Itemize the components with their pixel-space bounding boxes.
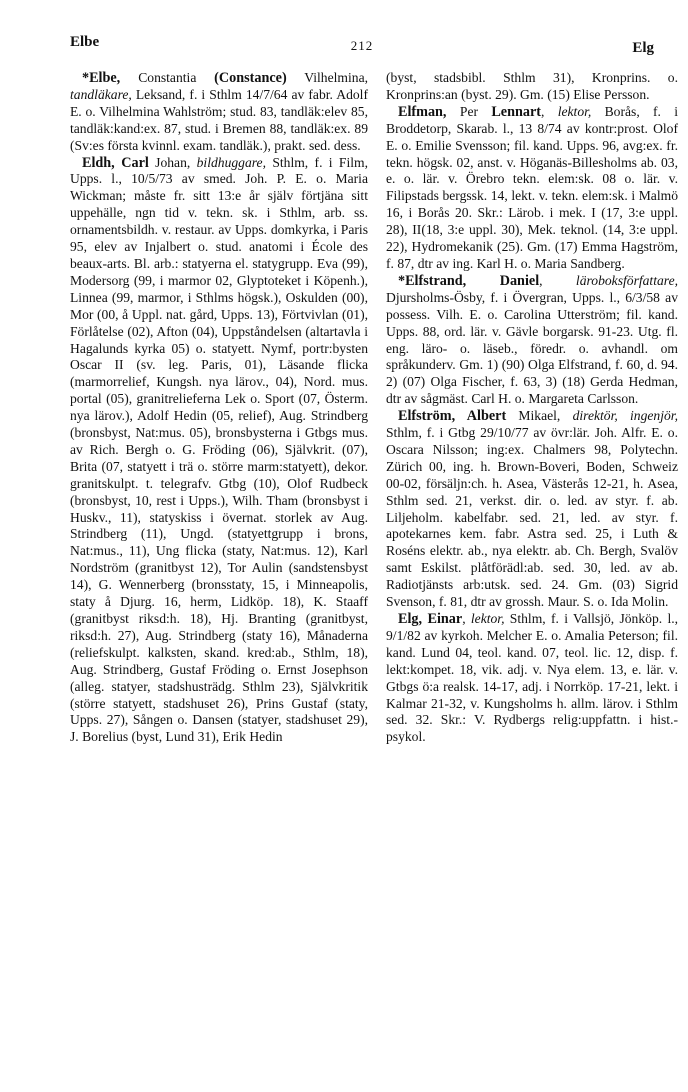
entry-surname: Elfström, [398,408,467,425]
entry-eldh [70,155,368,747]
entry-called-name: Carl [121,154,149,171]
entry-given-names-rest: , [462,611,471,626]
entry-given-names-rest: Vilhelmina, [286,70,368,85]
entry-given-names-rest: Mikael, [506,408,573,424]
entry-elfstrand [386,273,678,408]
entry-occupation: direktör, ingenjör, [572,408,678,424]
entry-called-name: (Constance) [214,70,287,86]
entry-occupation: läroboksförfattare, [575,272,679,288]
entry-elfstrom [386,408,678,611]
entry-body: Sthlm, f. i Film, Upps. l., 10/5/73 av smed. Joh. P. E. o. Maria Wickman; måste fr. sitt 13:e år själv förtjäna sitt uppehälle, ngn tid v. tekn. sk. i Sthlm, arb. ss. ornamentsbildh. v. restaur. av Upps. domkyrka, i Paris 95, elev av Injalbert o. stud. anatomi i École des beaux-arts. Bl. arb.: statyerna el. statygrupp. Eva (99), Modersorg (99, i marmor 02, Glyptoteket i Köpenh.), Linnea (99, marmor, i Sthlms högsk.), Oskulden (00), Mor (00, å Uppl. nat. gård, Upps. 13), Förtvivlan (01), Förlåtelse (02), Afton (04), Uppståndelsen (altartavla i Hagalunds kyrka 05) o. statyett. Nymf, portr:bysten Oscar II (sv. leg. Paris, 01), Läsande flicka (marmorrelief, Kungsh. nya lärov., 04), Nord. mus. portal (05), granitrelieferna Lek o. Sport (07, Österm. nya lärov.), Adolf Hedin (05, relief), Aug. Strindberg (bronsbyst, Nat:mus. 05), bronsbysterna i Gtbgs mus. av Rich. Bergh o. G. Fröding (06), Självkrit. (07), Brita (07, statyett i trä o. större marm:statyett), dekor. granitskulpt. t. telegrafv. Gtbg (10), Olof Rudbeck (bronsbyst, 10, rest i Upps.), Wilh. Tham (bronsbyst i Huskv., 11), statyskiss i övernat. storlek av Aug. Strindberg (11), Ungd. (statyettgrupp i brons, Nat:mus., 11), Ung flicka (staty, Nat:mus. 12), Karl Nordström (granitbyst 12), Tor Aulin (sandstensbyst 14), G. Wennerberg (bronsstaty, 15, i Minneapolis, staty å Djurg. 16, herm, Lidköp. 18), K. Staaff (granitbyst riksd:h. 18), Hj. Branting (granitbyst, riksd:h. 27), Aug. Strindberg (staty 16), Månaderna (reliefskulpt. kalksten, skand. kred:ab., Sthlm, 18), Aug. Strindberg, Gustaf Fröding o. Ernst Josephson (alleg. statyer, stadshusträdg. Sthlm 23), Självkritik (större statyett, stadshuset 26), Prins Gustaf (staty, Upps. 27), Sången o. Dansen (statyer, stadshuset 29), J. Borelius (byst, Lund 31), Erik Hedin [70,154,369,745]
entry-given-names-rest: Johan, [148,154,197,170]
right-column [386,70,678,746]
page-number: 212 [350,38,374,53]
left-column [70,70,368,746]
entry-elfman [386,104,678,273]
entry-surname: Elg, [398,611,428,627]
entry-given-names-rest: , [539,272,576,288]
entry-body: Sthlm, f. i Vallsjö, Jönköp. l., 9/1/82 av kyrkoh. Melcher E. o. Amalia Peterson; fil. kand. Lund 04, teol. kand. 07, teol. lic. 12, disp. f. lekt:kompet. 18, vik. adj. v. Nya elem. 13, e. lär. v. Gtbgs ö:a realsk. 14-17, adj. i Norrköp. 17-21, lekt. i Kalmar 21-32, v. Kungsholms h. allm. lärov. i Sthlm sed. 32. Skr.: V. Rydbergs relig:uppfattn. i hist.-psykol. [386,611,679,745]
entry-occupation: tandläkare, [70,86,132,102]
entry-elg [386,611,678,746]
entry-occupation: bildhuggare, [196,154,266,170]
entry-given-names-rest: , [541,103,558,119]
entry-elbe [70,70,368,155]
entry-called-name: Einar [427,611,463,627]
entry-body: Djursholms-Ösby, f. i Övergran, Upps. l., 6/3/58 av possess. Vilh. E. o. Carolina Utterström; fil. kand. Upps. 88, ord. lär. v. Gävle borgarsk. 91-23. Utg. fl. eng. läro- o. läseb., föredr. o. avhandl. om språkunderv. Gm. 1) (90) Olga Elfstrand, f. 60, d. 94. 2) (07) Olga Fischer, f. 63, 3) (18) Gerda Hedman, dtr av sågmäst. Carl H. o. Margareta Carlsson. [386,289,678,407]
entry-called-name: Daniel [499,272,540,289]
entry-continuation: (byst, stadsbibl. Sthlm 31), Kronprins. o. Kronprins:an (byst. 29). Gm. (15) Elise Persson. [386,70,678,102]
running-header [70,34,654,54]
entry-called-name: Lennart [491,103,541,120]
entry-surname: *Elfstrand, [398,272,500,289]
entry-body: Borås, f. i Broddetorp, Skarab. l., 13 8/74 av kontr:prost. Olof E. o. Emilie Svensson; fil. kand. Upps. 96, avg:ex. fr. tekn. högsk. 02, anst. v. Höganäs-Billesholms ab. 03, e. o. lär. v. Örebro tekn. elem:sk. 08 o. lär. v. Filipstads bergssk. 14, lekt. v. tekn. elem:sk. i Malmö 16, i Borås 20. Skr.: Lärob. i mek. I (17, 3:e uppl. 28), II(18, 3:e uppl. 30), Mek. teknol. (14, 3:e uppl. 22), Hydromekanik (25). Gm. (17) Emma Hagström, f. 87, dtr av ing. Karl H. o. Maria Sandberg. [386,103,679,271]
header-left-guideword: Elbe [70,34,100,50]
entry-given-names: Per [459,103,492,119]
entry-surname: Elfman, [398,103,460,120]
entry-occupation: lektor, [557,103,592,119]
entry-given-names: Constantia [138,70,215,85]
entry-called-name: Albert [466,408,507,425]
entry-surname: Eldh, [82,154,122,171]
entry-occupation: lektor, [470,611,505,626]
entry-body: Leksand, f. i Sthlm 14/7/64 av fabr. Adolf E. o. Vilhelmina Wahlström; stud. 83, tandläk:elev 85, tandläk:kand:ex. 87, stud. i Bremen 88, tandläk:ex. 89 (Sv:es första kvinnl. exam. tandläk.), prakt. sed. dess. [70,86,368,153]
entry-body: Sthlm, f. i Gtbg 29/10/77 av övr:lär. Joh. Alfr. E. o. Oscara Nilsson; ing:ex. Chalmers 98, Polytechn. Zürich 00, ing. h. Brown-Boveri, Boden, Schweiz 00-02, försäljn:ch. h. Asea, Västerås 12-21, h. Asea, Sthlm sed. 21, verkst. dir. o. led. av styr. f. ab. Liljeholm. kabelfabr. sed. 21, led. av styr. f. apotekarnes kem. fabr. Astra sed. 25, i Luth & Roséns elektr. ab., nya elektr. ab. Ch. Bergh, Svalöv samt Eskilst. plåtförädl:ab. sed. 30, led. av ab. Radiotjänsts arb:utsk. sed. 24. Gm. (03) Sigrid Svenson, f. 81, dtr av grossh. Maur. S. o. Ida Molin. [386,425,678,610]
entry-surname: *Elbe, [82,70,139,86]
header-right-guideword: Elg [632,40,654,56]
